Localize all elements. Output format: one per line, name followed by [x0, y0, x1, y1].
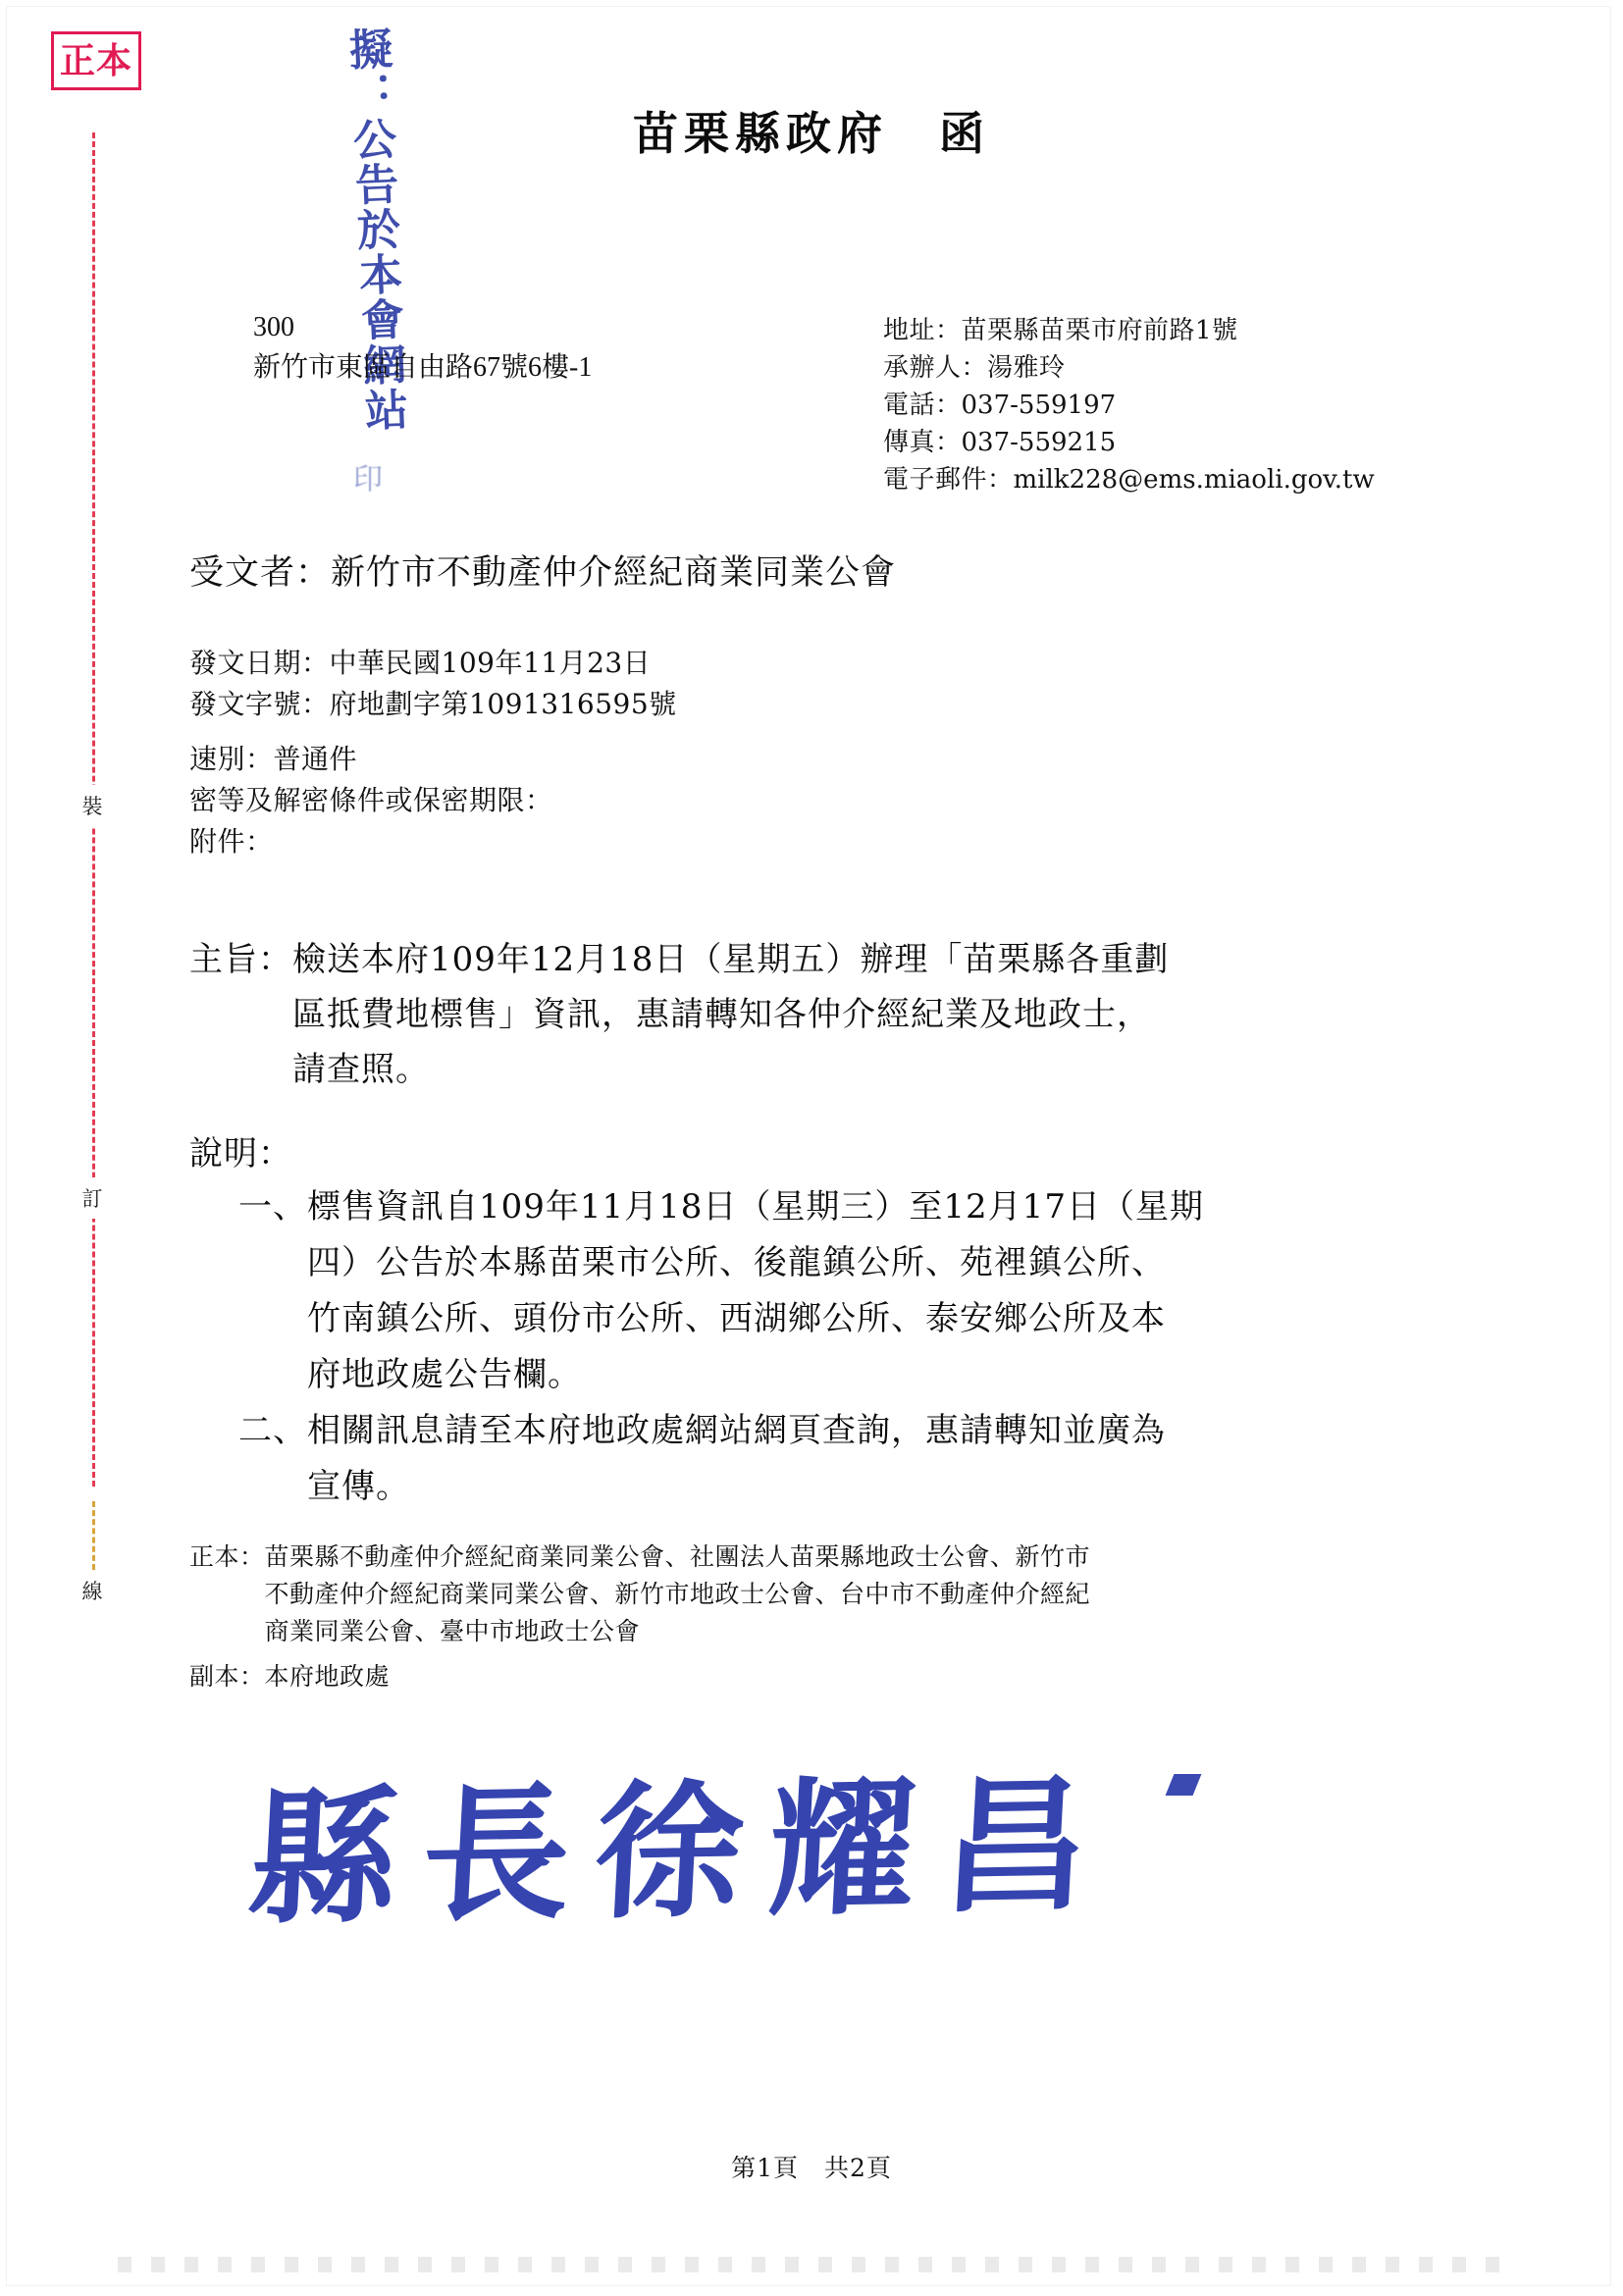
document-number-value: 府地劃字第1091316595號 — [329, 688, 677, 720]
explanation-item-2-number: 二、 — [238, 1411, 307, 1450]
distribution-cc-line — [189, 1658, 1396, 1696]
contact-officer-row — [883, 349, 1375, 387]
distribution-cc-value: 本府地政處 — [264, 1662, 391, 1691]
address-label: 地址： — [883, 316, 962, 345]
explanation-item-2-text-2: 宣傳。 — [307, 1467, 410, 1506]
contact-phone-row — [883, 387, 1375, 424]
email-value: milk228@ems.miaoli.gov.tw — [1013, 465, 1375, 495]
explanation-item-1-line-1 — [238, 1179, 1455, 1235]
explanation-item-1-text-3: 竹南鎮公所、頭份市公所、西湖鄉公所、泰安鄉公所及本 — [307, 1299, 1166, 1338]
speed-label: 速別： — [189, 743, 274, 775]
issue-date-row — [189, 643, 677, 684]
scan-artifact-strip — [118, 2257, 1511, 2272]
attachment-label: 附件： — [189, 825, 274, 858]
explanation-section — [189, 1128, 1455, 1515]
document-number-row — [189, 684, 677, 725]
page-footer — [0, 2149, 1623, 2184]
document-title — [0, 98, 1623, 163]
explanation-label: 說明： — [189, 1134, 292, 1174]
distribution-original-line-2 — [189, 1576, 1396, 1613]
subject-third-line — [189, 1042, 1455, 1097]
distribution-original-text-3: 商業同業公會、臺中市地政士公會 — [264, 1617, 641, 1645]
title-organization: 苗栗縣政府 — [633, 107, 888, 160]
handwritten-annotation: 擬：公告於本會網站 — [340, 26, 409, 435]
subject-line-1: 檢送本府109年12月18日（星期五）辦理「苗栗縣各重劃 — [292, 940, 1170, 979]
document-meta-block — [189, 643, 677, 862]
distribution-cc-label: 副本： — [189, 1662, 265, 1691]
sender-contact-block — [883, 312, 1375, 498]
explanation-item-2-text-1: 相關訊息請至本府地政處網站網頁查詢，惠請轉知並廣為 — [307, 1411, 1166, 1450]
distribution-block — [189, 1539, 1396, 1696]
recipient-postal-address — [253, 307, 592, 388]
subject-first-line — [189, 932, 1455, 987]
contact-fax-row — [883, 424, 1375, 461]
phone-label: 電話： — [883, 391, 962, 420]
contact-address-row — [883, 312, 1375, 349]
explanation-item-1-text-1: 標售資訊自109年11月18日（星期三）至12月17日（星期 — [307, 1187, 1204, 1226]
explanation-item-1-text-4: 府地政處公告欄。 — [307, 1355, 582, 1394]
postal-code: 300 — [253, 312, 294, 342]
issue-date-label: 發文日期： — [189, 647, 330, 679]
explanation-item-1-number: 一、 — [238, 1187, 307, 1226]
explanation-item-1-line-2 — [238, 1235, 1455, 1291]
distribution-original-line-1 — [189, 1539, 1396, 1576]
subject-section — [189, 932, 1455, 1097]
issue-date-value: 中華民國109年11月23日 — [329, 647, 652, 679]
original-copy-stamp: 正本 — [51, 31, 141, 90]
officer-label: 承辦人： — [883, 353, 988, 383]
street-address: 新竹市東區自由路67號6樓-1 — [253, 352, 593, 383]
attachment-row — [189, 821, 677, 862]
distribution-original-text-2: 不動產仲介經紀商業同業公會、新竹市地政士公會、台中市不動產仲介經紀 — [264, 1580, 1091, 1608]
footer-current-page: 第1頁 — [731, 2154, 799, 2182]
subject-line-2: 區抵費地標售」資訊，惠請轉知各仲介經紀業及地政士， — [292, 995, 1151, 1034]
explanation-item-1-line-4 — [238, 1347, 1455, 1403]
fax-value: 037-559215 — [961, 428, 1117, 457]
binding-mark-xian: 線 — [73, 1570, 112, 1611]
distribution-original-label: 正本： — [189, 1542, 265, 1571]
meta-spacer — [189, 725, 677, 739]
title-document-type: 函 — [939, 107, 990, 160]
binding-dashed-line-lower — [92, 1501, 95, 1570]
explanation-item-1-line-3 — [238, 1291, 1455, 1347]
blue-chop-smudge: 印 — [347, 463, 382, 493]
officer-value: 湯雅玲 — [987, 353, 1066, 383]
email-label: 電子郵件： — [883, 465, 1014, 495]
footer-total-pages: 共2頁 — [824, 2154, 892, 2182]
phone-value: 037-559197 — [961, 391, 1117, 420]
document-number-label: 發文字號： — [189, 688, 330, 720]
fax-label: 傳真： — [883, 428, 962, 457]
recipient-value: 新竹市不動產仲介經紀商業同業公會 — [331, 553, 897, 593]
classification-label: 密等及解密條件或保密期限： — [189, 784, 553, 816]
address-value: 苗栗縣苗栗市府前路1號 — [961, 316, 1238, 345]
contact-email-row — [883, 461, 1375, 498]
subject-line-3: 請查照。 — [292, 1050, 430, 1089]
magistrate-signature: 縣長徐耀昌 — [244, 1757, 1120, 1946]
explanation-item-2-line-1 — [238, 1403, 1455, 1459]
binding-mark-ding: 訂 — [73, 1177, 112, 1219]
distribution-original-text-1: 苗栗縣不動產仲介經紀商業同業公會、社團法人苗栗縣地政士公會、新竹市 — [264, 1542, 1091, 1571]
speed-value: 普通件 — [273, 743, 358, 775]
subject-label: 主旨： — [189, 940, 292, 979]
classification-row — [189, 780, 677, 821]
signature-ink-tick — [1166, 1774, 1202, 1796]
binding-mark-zhuang: 裝 — [73, 785, 112, 826]
speed-row — [189, 739, 677, 780]
subject-second-line — [189, 987, 1455, 1042]
recipient-line — [189, 546, 896, 595]
explanation-item-1-text-2: 四）公告於本縣苗栗市公所、後龍鎮公所、苑裡鎮公所、 — [307, 1243, 1166, 1282]
explanation-item-2-line-2 — [238, 1459, 1455, 1515]
recipient-label: 受文者： — [189, 553, 332, 593]
distribution-original-line-3 — [189, 1613, 1396, 1650]
